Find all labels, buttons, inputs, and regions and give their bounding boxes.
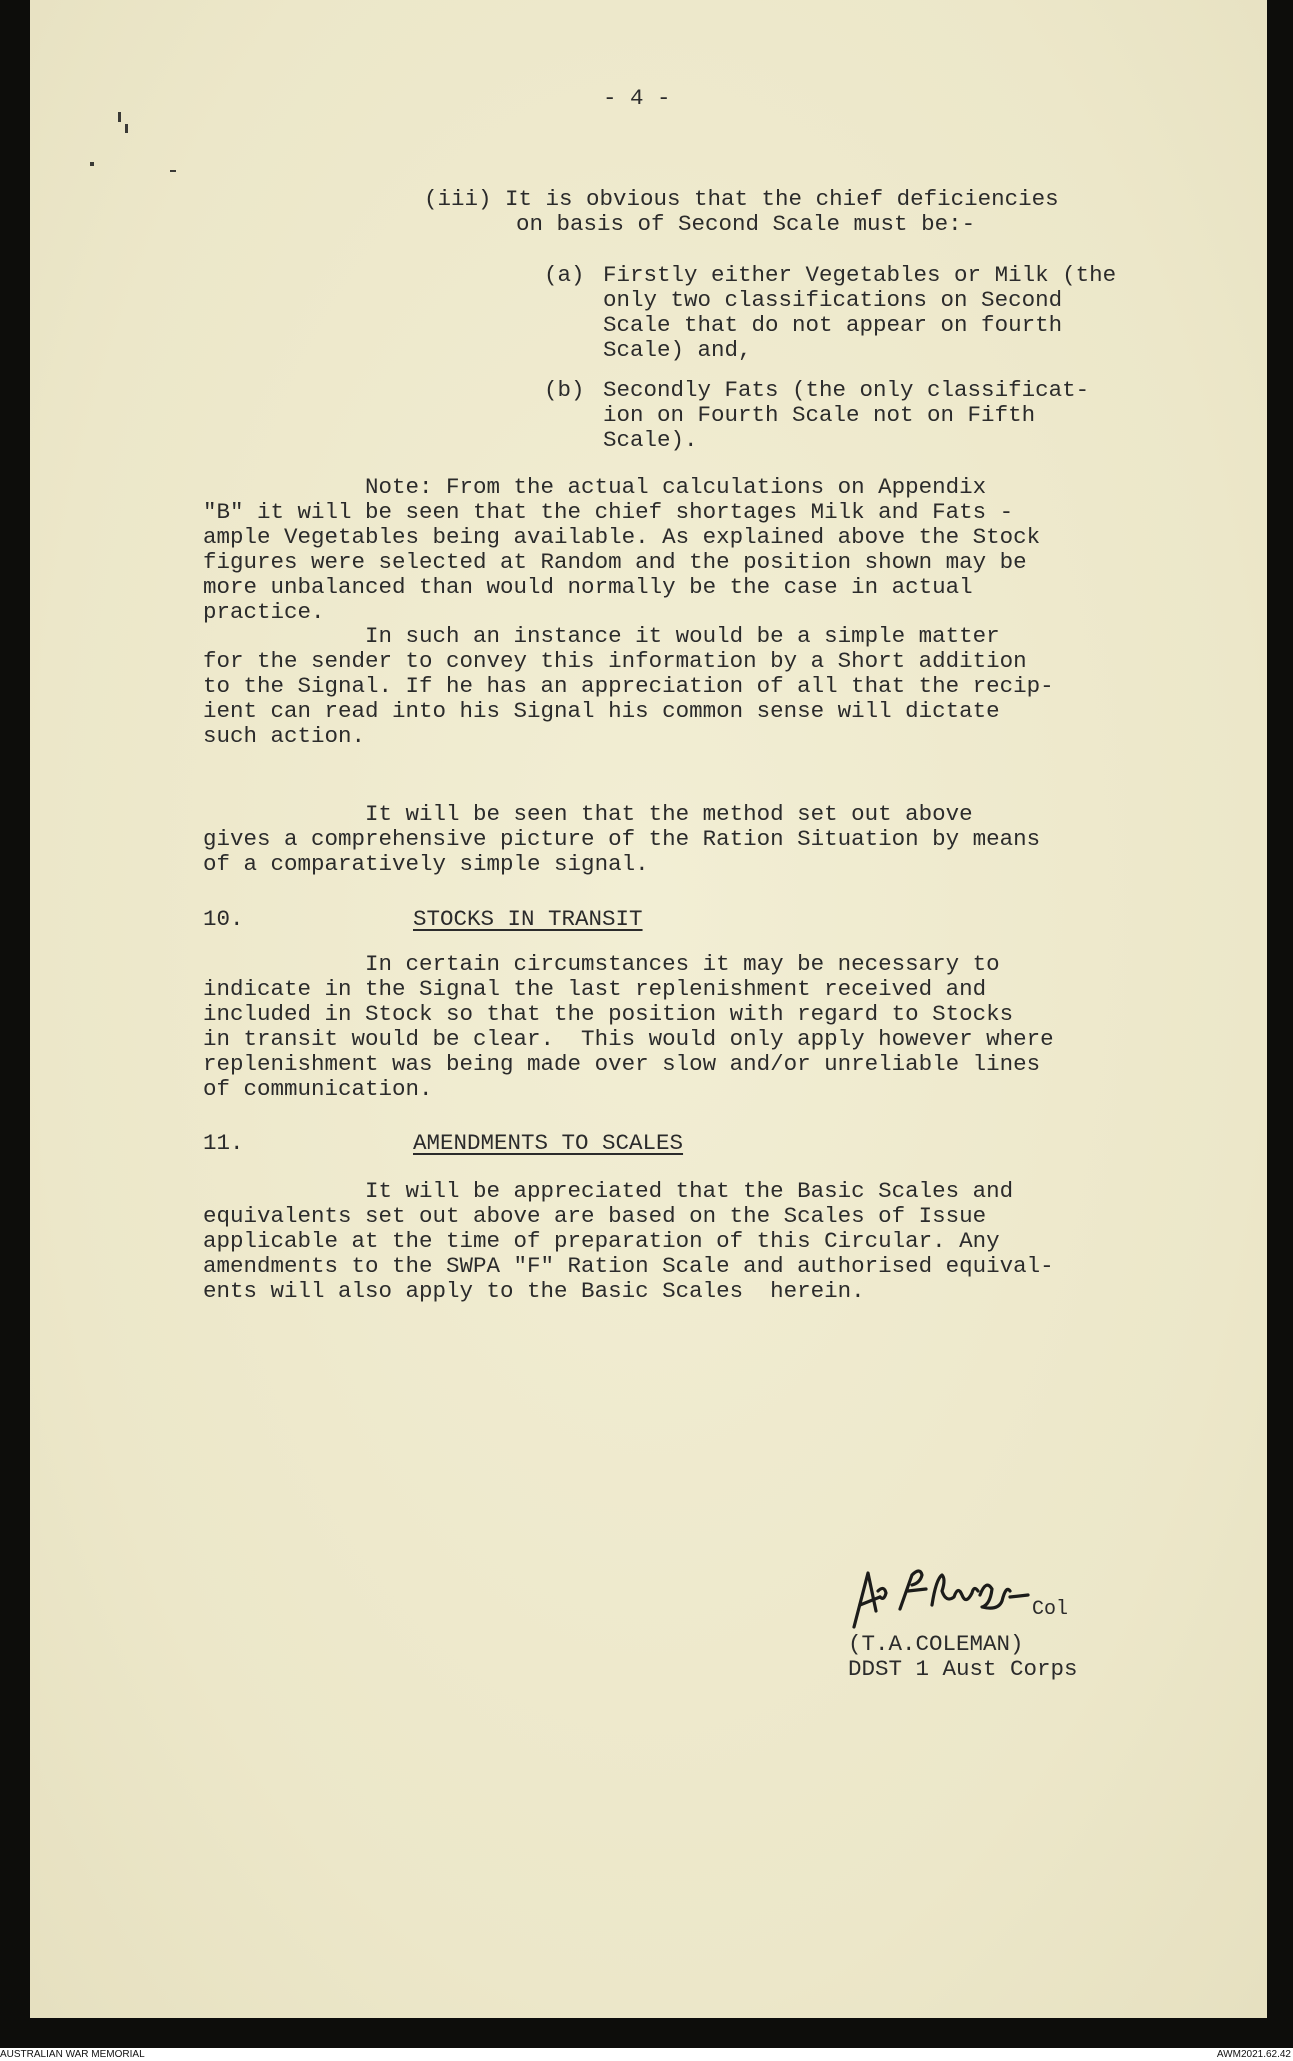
item-b-label: (b)	[544, 377, 585, 403]
item-a-label: (a)	[544, 262, 585, 288]
note-line: more unbalanced than would normally be the case in actual	[203, 574, 973, 600]
section-11-line: equivalents set out above are based on the Scales of Issue	[203, 1203, 987, 1229]
item-b-line: Scale).	[603, 427, 698, 453]
scan-mark	[170, 170, 176, 172]
instance-line: for the sender to convey this information by a Short addition	[203, 648, 1027, 674]
summary-line: of a comparatively simple signal.	[203, 851, 649, 877]
item-a-line: only two classifications on Second	[603, 287, 1063, 313]
item-b-line: ion on Fourth Scale not on Fifth	[603, 402, 1036, 428]
signature-name: (T.A.COLEMAN)	[848, 1631, 1024, 1657]
section-10-line: in transit would be clear. This would only apply however where	[203, 1026, 1054, 1052]
page-number: - 4 -	[603, 85, 671, 111]
handwritten-signature	[850, 1545, 1110, 1635]
section-11-line: applicable at the time of preparation of this Circular. Any	[203, 1228, 1000, 1254]
note-line: "B" it will be seen that the chief shortages Milk and Fats -	[203, 499, 1014, 525]
note-line: figures were selected at Random and the position shown may be	[203, 549, 1027, 575]
footer-reference: AWM2021.62.42	[1216, 2049, 1291, 2060]
section-10-line: replenishment was being made over slow and/or unreliable lines	[203, 1051, 1041, 1077]
section-iii-lead-cont: on basis of Second Scale must be:-	[516, 211, 976, 237]
summary-line: It will be seen that the method set out above	[203, 801, 973, 827]
signature-title: DDST 1 Aust Corps	[848, 1656, 1078, 1682]
summary-line: gives a comprehensive picture of the Ration Situation by means	[203, 826, 1041, 852]
section-10-line: indicate in the Signal the last replenishment received and	[203, 976, 987, 1002]
scan-mark	[125, 124, 128, 133]
scan-mark	[90, 162, 94, 166]
item-a-line: Scale that do not appear on fourth	[603, 312, 1063, 338]
scan-mark	[118, 112, 121, 122]
item-a-line: Firstly either Vegetables or Milk (the	[603, 262, 1117, 288]
note-line: ample Vegetables being available. As explained above the Stock	[203, 524, 1041, 550]
section-10-line: of communication.	[203, 1076, 433, 1102]
section-10-line: In certain circumstances it may be necessary to	[203, 951, 1000, 977]
section-11-heading: AMENDMENTS TO SCALES	[413, 1130, 684, 1156]
section-iii-lead: (iii) It is obvious that the chief deficiencies	[424, 186, 1059, 212]
note-line: practice.	[203, 599, 325, 625]
section-10-number: 10.	[203, 906, 244, 932]
instance-line: to the Signal. If he has an appreciation of all that the recip-	[203, 673, 1054, 699]
section-11-line: It will be appreciated that the Basic Scales and	[203, 1178, 1014, 1204]
footer-institution: AUSTRALIAN WAR MEMORIAL	[0, 2049, 145, 2060]
section-11-number: 11.	[203, 1130, 244, 1156]
instance-line: such action.	[203, 723, 366, 749]
item-a-line: Scale) and,	[603, 337, 752, 363]
signature-rank: Col	[1032, 1598, 1069, 1621]
section-10-heading: STOCKS IN TRANSIT	[413, 906, 643, 932]
document-page	[30, 0, 1267, 2018]
section-11-line: amendments to the SWPA "F" Ration Scale and authorised equival-	[203, 1253, 1054, 1279]
instance-line: ient can read into his Signal his common sense will dictate	[203, 698, 1000, 724]
instance-line: In such an instance it would be a simple matter	[203, 623, 1000, 649]
section-11-line: ents will also apply to the Basic Scales herein.	[203, 1278, 865, 1304]
note-line: Note: From the actual calculations on Appendix	[203, 474, 987, 500]
section-10-line: included in Stock so that the position with regard to Stocks	[203, 1001, 1014, 1027]
item-b-line: Secondly Fats (the only classificat-	[603, 377, 1090, 403]
